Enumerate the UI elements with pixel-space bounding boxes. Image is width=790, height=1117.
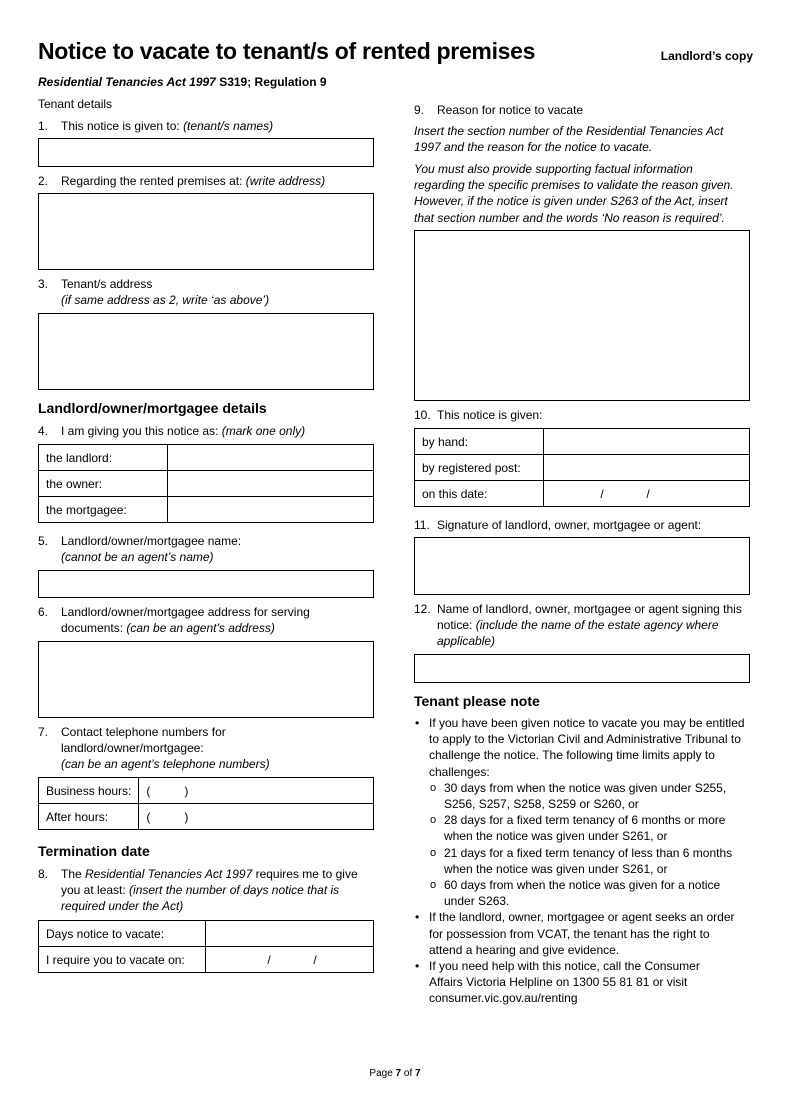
reason-field[interactable] <box>414 230 750 401</box>
given-date-field[interactable] <box>544 481 750 507</box>
area-code-close: ) <box>184 809 189 824</box>
q6-hint: (can be an agent’s address) <box>126 621 275 636</box>
question-3 <box>38 276 269 308</box>
phone-row <box>39 778 374 804</box>
act-section: S319; Regulation 9 <box>215 75 327 89</box>
list-item <box>414 958 759 1007</box>
q12-text-line2: notice: <box>437 618 476 633</box>
note1-line: to apply to the Victorian Civil and Administrative Tribunal to <box>429 732 741 747</box>
serving-address-field[interactable] <box>38 641 374 718</box>
days-notice-label: Days notice to vacate: <box>39 921 206 947</box>
list-item <box>429 812 759 844</box>
area-code-open: ( <box>146 783 151 798</box>
landlord-details-heading: Landlord/owner/mortgagee details <box>38 400 267 416</box>
date-separator: / <box>267 952 271 967</box>
sub-line: 30 days from when the notice was given under S255, <box>444 780 727 795</box>
question-2 <box>38 173 325 189</box>
role-row <box>39 445 374 471</box>
q8-pre: The <box>61 867 86 881</box>
question-4 <box>38 423 305 439</box>
area-code-close: ) <box>184 783 189 798</box>
instr1-line2: 1997 and the reason for the notice to vacate. <box>414 140 653 155</box>
q6-text-line1: Landlord/owner/mortgagee address for serving <box>61 605 310 619</box>
sub-line: 28 days for a fixed term tenancy of 6 months or more <box>444 813 726 828</box>
given-date-label: on this date: <box>415 481 544 507</box>
signer-name-field[interactable] <box>414 654 750 683</box>
q4-text: I am giving you this notice as: <box>61 424 222 438</box>
termination-table <box>38 920 374 973</box>
q10-text: This notice is given: <box>437 408 543 422</box>
q11-number: 11. <box>414 518 430 532</box>
q2-text: Regarding the rented premises at: <box>61 174 246 188</box>
by-hand-label: by hand: <box>415 429 544 455</box>
act-reference <box>38 75 327 89</box>
time-limits-list <box>429 780 759 910</box>
q2-hint: (write address) <box>245 174 326 188</box>
by-hand-field[interactable] <box>544 429 750 455</box>
q5-number: 5. <box>38 534 49 548</box>
q12-text-line1: Name of landlord, owner, mortgagee or agent signing this <box>437 602 742 616</box>
q7-number: 7. <box>38 725 49 739</box>
q4-number: 4. <box>38 424 49 438</box>
notes-list <box>414 715 759 1007</box>
question-6 <box>38 604 310 636</box>
sub-line: under S263. <box>444 894 510 909</box>
delivery-row <box>415 455 750 481</box>
instr2-line4: that section number and the words ‘No reason is required’. <box>414 210 725 225</box>
date-separator: / <box>646 486 650 501</box>
q10-number: 10. <box>414 408 431 422</box>
business-hours-label: Business hours: <box>39 778 139 804</box>
q5-text: Landlord/owner/mortgagee name: <box>61 534 242 548</box>
tenant-details-label: Tenant details <box>38 97 113 111</box>
tenant-notes <box>414 715 759 1007</box>
note3-line: Affairs Victoria Helpline on 1300 55 81 81 or visit <box>429 975 688 990</box>
bullet-icon: • <box>415 910 420 925</box>
registered-post-label: by registered post: <box>415 455 544 481</box>
q8-hint-line3: required under the Act) <box>61 899 184 914</box>
q4-hint: (mark one only) <box>221 424 306 438</box>
note2-line: for possession from VCAT, the tenant has the right to <box>429 926 710 941</box>
list-item <box>429 780 759 812</box>
q7-text-line1: Contact telephone numbers for <box>61 725 226 739</box>
list-item <box>414 715 759 909</box>
question-10 <box>414 407 542 423</box>
date-separator: / <box>313 952 317 967</box>
instr2-line1: You must also provide supporting factual information <box>414 162 693 176</box>
after-hours-label: After hours: <box>39 804 139 830</box>
role-mark-owner[interactable] <box>168 471 374 497</box>
landlord-name-field[interactable] <box>38 570 374 598</box>
tenant-names-field[interactable] <box>38 138 374 167</box>
note2-line: attend a hearing and give evidence. <box>429 942 620 957</box>
date-separator: / <box>600 486 604 501</box>
role-row <box>39 497 374 523</box>
question-8 <box>38 866 358 915</box>
role-label-owner: the owner: <box>39 471 168 497</box>
page-label: Page <box>369 1068 396 1079</box>
q8-post: requires me to give <box>252 867 358 881</box>
days-notice-field[interactable] <box>206 921 374 947</box>
bullet-icon: • <box>415 716 420 730</box>
list-item <box>414 909 759 958</box>
q7-text-line2: landlord/owner/mortgagee: <box>61 741 204 756</box>
note3-line: consumer.vic.gov.au/renting <box>429 991 578 1006</box>
vacate-date-label: I require you to vacate on: <box>39 947 206 973</box>
q9-text: Reason for notice to vacate <box>437 103 584 117</box>
role-table <box>38 444 374 523</box>
role-mark-landlord[interactable] <box>168 445 374 471</box>
list-item <box>429 877 759 909</box>
business-hours-field[interactable] <box>139 778 374 804</box>
sub-line: when the notice was given under S261, or <box>444 829 668 844</box>
q3-hint: (if same address as 2, write ‘as above’) <box>61 293 270 308</box>
act-name: Residential Tenancies Act 1997 <box>38 75 216 89</box>
sub-line: when the notice was given under S261, or <box>444 861 668 876</box>
instr1-line1: Insert the section number of the Residential Tenancies Act <box>414 124 724 138</box>
termination-row <box>39 921 374 947</box>
copy-label: Landlord’s copy <box>660 49 753 63</box>
question-7 <box>38 724 270 773</box>
q3-text: Tenant/s address <box>61 277 153 291</box>
q1-hint: (tenant/s names) <box>183 119 274 133</box>
termination-date-heading: Termination date <box>38 843 150 859</box>
note3-line: If you need help with this notice, call the Consumer <box>429 959 700 974</box>
premises-address-field[interactable] <box>38 193 374 270</box>
q3-number: 3. <box>38 277 49 291</box>
q6-number: 6. <box>38 605 49 619</box>
q6-text-line2: documents: <box>61 621 127 636</box>
question-5 <box>38 533 241 565</box>
q2-number: 2. <box>38 174 49 188</box>
q7-hint: (can be an agent’s telephone numbers) <box>61 757 270 772</box>
sub-line: 21 days for a fixed term tenancy of less than 6 months <box>444 845 733 860</box>
page-total: 7 <box>415 1068 421 1079</box>
note1-line: challenges: <box>429 764 490 779</box>
circle-bullet-icon: o <box>430 814 437 827</box>
role-mark-mortgagee[interactable] <box>168 497 374 523</box>
q8-number: 8. <box>38 867 49 881</box>
page-of: of <box>401 1068 416 1079</box>
role-row <box>39 471 374 497</box>
bullet-icon: • <box>415 959 420 974</box>
question-1 <box>38 118 273 134</box>
sub-line: S256, S257, S258, S259 or S260, or <box>444 797 639 812</box>
instr2-line3: However, if the notice is given under S263 of the Act, insert <box>414 194 728 209</box>
instr2-line2: regarding the specific premises to validate the reason given. <box>414 178 734 193</box>
q12-hint-line3: applicable) <box>437 634 496 649</box>
tenant-note-heading: Tenant please note <box>414 693 540 709</box>
list-item <box>429 845 759 877</box>
delivery-row <box>415 481 750 507</box>
circle-bullet-icon: o <box>430 781 437 794</box>
sub-line: 60 days from when the notice was given for a notice <box>444 878 721 893</box>
question-9 <box>414 102 583 118</box>
area-code-open: ( <box>146 809 151 824</box>
phone-table <box>38 777 374 830</box>
question-12 <box>414 601 742 650</box>
role-label-mortgagee: the mortgagee: <box>39 497 168 523</box>
question-11 <box>414 517 701 533</box>
q1-text: This notice is given to: <box>61 119 184 133</box>
reason-instructions-1 <box>414 123 723 155</box>
reason-instructions-2 <box>414 161 734 226</box>
q8-act: Residential Tenancies Act 1997 <box>85 867 253 881</box>
signature-field[interactable] <box>414 537 750 595</box>
delivery-row <box>415 429 750 455</box>
tenant-address-field[interactable] <box>38 313 374 390</box>
q8-hint-line2: (insert the number of days notice that is <box>129 883 340 898</box>
q11-text: Signature of landlord, owner, mortgagee or agent: <box>437 518 702 532</box>
circle-bullet-icon: o <box>430 846 437 859</box>
page-current: 7 <box>395 1068 402 1079</box>
after-hours-field[interactable] <box>139 804 374 830</box>
q12-hint-line2: (include the name of the estate agency where <box>475 618 719 633</box>
note1-line: challenge the notice. The following time limits apply to <box>429 748 715 763</box>
vacate-date-field[interactable] <box>206 947 374 973</box>
note2-line: If the landlord, owner, mortgagee or agent seeks an order <box>429 910 735 925</box>
phone-row <box>39 804 374 830</box>
circle-bullet-icon: o <box>430 879 437 892</box>
role-label-landlord: the landlord: <box>39 445 168 471</box>
delivery-table <box>414 428 750 507</box>
registered-post-field[interactable] <box>544 455 750 481</box>
page-title: Notice to vacate to tenant/s of rented premises <box>38 38 536 64</box>
note1-line: If you have been given notice to vacate you may be entitled <box>429 716 745 730</box>
q1-number: 1. <box>38 119 49 133</box>
q5-hint: (cannot be an agent’s name) <box>61 550 214 565</box>
termination-row <box>39 947 374 973</box>
q8-line2: you at least: <box>61 883 130 898</box>
q12-number: 12. <box>414 602 431 616</box>
q9-number: 9. <box>414 103 425 117</box>
page-number <box>0 1068 790 1079</box>
